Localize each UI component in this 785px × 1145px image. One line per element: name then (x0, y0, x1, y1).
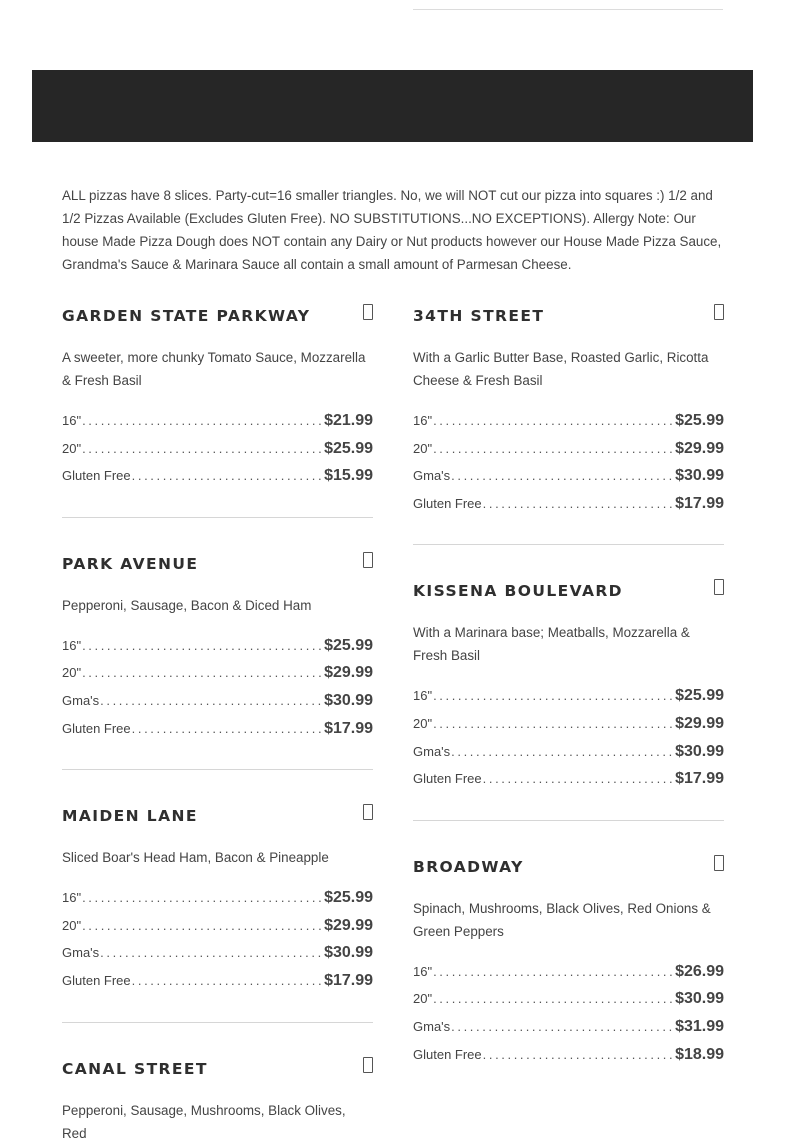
menu-item-header (62, 1055, 373, 1085)
price-value: $26.99 (675, 962, 724, 980)
price-size-label: Gma's (413, 468, 451, 484)
price-size-label: 16" (62, 637, 82, 653)
menu-item-header (413, 577, 724, 607)
price-row (413, 440, 724, 468)
price-value: $30.99 (324, 691, 373, 709)
menu-item-title: PARK AVENUE (62, 554, 199, 573)
dot-leader (451, 744, 674, 759)
price-size-label: 20" (62, 665, 82, 681)
price-size-label: Gluten Free (413, 495, 482, 511)
price-value: $25.99 (675, 412, 724, 429)
menu-item-header (62, 302, 373, 332)
menu-item-header (413, 853, 724, 883)
price-row (413, 990, 724, 1018)
price-size-label: Gma's (62, 945, 100, 961)
dot-leader (433, 716, 674, 731)
price-value: $18.99 (675, 1045, 724, 1063)
price-value: $25.99 (324, 636, 373, 654)
price-value: $15.99 (324, 467, 373, 485)
dot-leader (433, 964, 674, 979)
price-row (62, 720, 373, 748)
menu-column-right (413, 302, 724, 1095)
dot-leader (433, 991, 674, 1006)
price-row (62, 467, 373, 495)
missing-glyph-icon[interactable] (363, 1057, 373, 1073)
price-value: $21.99 (324, 412, 373, 429)
price-size-label: 20" (413, 715, 433, 731)
missing-glyph-icon[interactable] (363, 304, 373, 320)
dot-leader (82, 665, 323, 680)
menu-column-left (62, 302, 373, 1145)
price-value: $29.99 (675, 714, 724, 732)
price-size-label: 16" (413, 688, 433, 704)
price-row (413, 1018, 724, 1046)
price-row (62, 692, 373, 720)
price-row (413, 467, 724, 495)
price-row (62, 440, 373, 468)
price-row (62, 972, 373, 1000)
price-value: $29.99 (324, 664, 373, 682)
dot-leader (82, 638, 323, 653)
dot-leader (82, 441, 323, 456)
price-list (62, 412, 373, 517)
menu-item-header (413, 302, 724, 332)
dot-leader (483, 496, 674, 511)
price-value: $30.99 (675, 467, 724, 485)
price-size-label: Gluten Free (413, 771, 482, 787)
price-row (413, 1046, 724, 1074)
price-row (62, 889, 373, 917)
menu-item-description: Pepperoni, Sausage, Mushrooms, Black Olives, Red (62, 1102, 346, 1141)
price-row (413, 412, 724, 440)
price-size-label: Gluten Free (413, 1046, 482, 1062)
dot-leader (100, 693, 323, 708)
price-row (62, 412, 373, 440)
menu-item-description: With a Marinara base; Meatballs, Mozzarella & Fresh Basil (413, 625, 690, 664)
dot-leader (132, 468, 323, 483)
price-value: $30.99 (675, 990, 724, 1008)
menu-item-description: Sliced Boar's Head Ham, Bacon & Pineapple (62, 850, 329, 866)
missing-glyph-icon[interactable] (363, 804, 373, 820)
missing-glyph-icon[interactable] (714, 579, 724, 595)
section-banner (32, 70, 753, 142)
menu-item-title: CANAL STREET (62, 1059, 208, 1078)
price-value: $25.99 (675, 687, 724, 705)
price-row (413, 715, 724, 743)
menu-item-broadway (413, 853, 724, 1095)
price-value: $17.99 (675, 494, 724, 512)
price-size-label: 16" (413, 413, 433, 428)
price-value: $25.99 (324, 889, 373, 907)
menu-item-garden-state-parkway (62, 302, 373, 518)
menu-item-header (62, 802, 373, 832)
price-list (413, 412, 724, 544)
dot-leader (132, 973, 323, 988)
dot-leader (433, 688, 674, 703)
menu-item-34th-street (413, 302, 724, 545)
price-size-label: Gluten Free (62, 468, 131, 484)
price-value: $17.99 (324, 971, 373, 989)
price-list (62, 889, 373, 1021)
price-value: $17.99 (324, 719, 373, 737)
dot-leader (433, 441, 674, 456)
dot-leader (483, 1047, 674, 1062)
price-row (413, 770, 724, 798)
menu-item-description: Pepperoni, Sausage, Bacon & Diced Ham (62, 597, 312, 613)
price-value: $25.99 (324, 439, 373, 457)
dot-leader (100, 945, 323, 960)
dot-leader (451, 1019, 674, 1034)
price-row (62, 944, 373, 972)
menu-item-title: MAIDEN LANE (62, 807, 198, 826)
price-size-label: 20" (62, 440, 82, 456)
price-row (413, 495, 724, 523)
menu-item-title: GARDEN STATE PARKWAY (62, 307, 311, 325)
dot-leader (483, 771, 674, 786)
price-list (62, 637, 373, 769)
price-size-label: 20" (62, 917, 82, 933)
price-value: $30.99 (324, 944, 373, 962)
price-row (413, 963, 724, 991)
price-row (62, 637, 373, 665)
dot-leader (433, 413, 674, 428)
menu-item-canal-street (62, 1055, 373, 1145)
menu-item-park-avenue (62, 550, 373, 770)
price-value: $29.99 (675, 439, 724, 457)
price-size-label: 20" (413, 440, 433, 456)
menu-item-title: 34TH STREET (413, 307, 545, 325)
price-row (413, 687, 724, 715)
price-size-label: 16" (413, 963, 433, 979)
price-size-label: Gma's (62, 692, 100, 708)
menu-item-title: KISSENA BOULEVARD (413, 582, 623, 601)
price-size-label: 20" (413, 991, 433, 1007)
dot-leader (451, 468, 674, 483)
dot-leader (82, 918, 323, 933)
price-size-label: Gluten Free (62, 972, 131, 988)
section-divider (413, 9, 723, 10)
missing-glyph-icon[interactable] (363, 552, 373, 568)
dot-leader (82, 413, 323, 428)
price-size-label: Gluten Free (62, 720, 131, 736)
price-size-label: Gma's (413, 743, 451, 759)
price-list (413, 687, 724, 819)
price-row (62, 917, 373, 945)
menu-item-title: BROADWAY (413, 857, 524, 876)
menu-item-kissena-boulevard (413, 577, 724, 820)
dot-leader (132, 721, 323, 736)
price-value: $29.99 (324, 916, 373, 934)
price-list (413, 963, 724, 1095)
price-row (62, 664, 373, 692)
price-value: $30.99 (675, 742, 724, 760)
menu-item-maiden-lane (62, 802, 373, 1022)
price-value: $31.99 (675, 1017, 724, 1035)
price-row (413, 743, 724, 771)
price-value: $17.99 (675, 770, 724, 788)
pizza-intro-note: ALL pizzas have 8 slices. Party-cut=16 smaller triangles. No, we will NOT cut our pizza into squares :) 1/2 and 1/2 Pizzas Available (Excludes Gluten Free). NO SUBSTITUTIONS...NO EXCEPTIONS). Allergy Note: Our house Made Pizza Dough does NOT contain any Dairy or Nut products however our House Made Pizza Sauce, Grandma's Sauce & Marinara Sauce all contain a small amount of Parmesan Cheese. (62, 188, 722, 273)
missing-glyph-icon[interactable] (714, 855, 724, 871)
menu-item-description: Spinach, Mushrooms, Black Olives, Red Onions & Green Peppers (413, 900, 711, 939)
menu-item-header (62, 550, 373, 580)
price-size-label: Gma's (413, 1018, 451, 1034)
menu-item-description: With a Garlic Butter Base, Roasted Garlic, Ricotta Cheese & Fresh Basil (413, 350, 709, 388)
price-size-label: 16" (62, 413, 82, 428)
price-size-label: 16" (62, 890, 82, 906)
dot-leader (82, 890, 323, 905)
menu-item-description: A sweeter, more chunky Tomato Sauce, Mozzarella & Fresh Basil (62, 350, 366, 388)
missing-glyph-icon[interactable] (714, 304, 724, 320)
